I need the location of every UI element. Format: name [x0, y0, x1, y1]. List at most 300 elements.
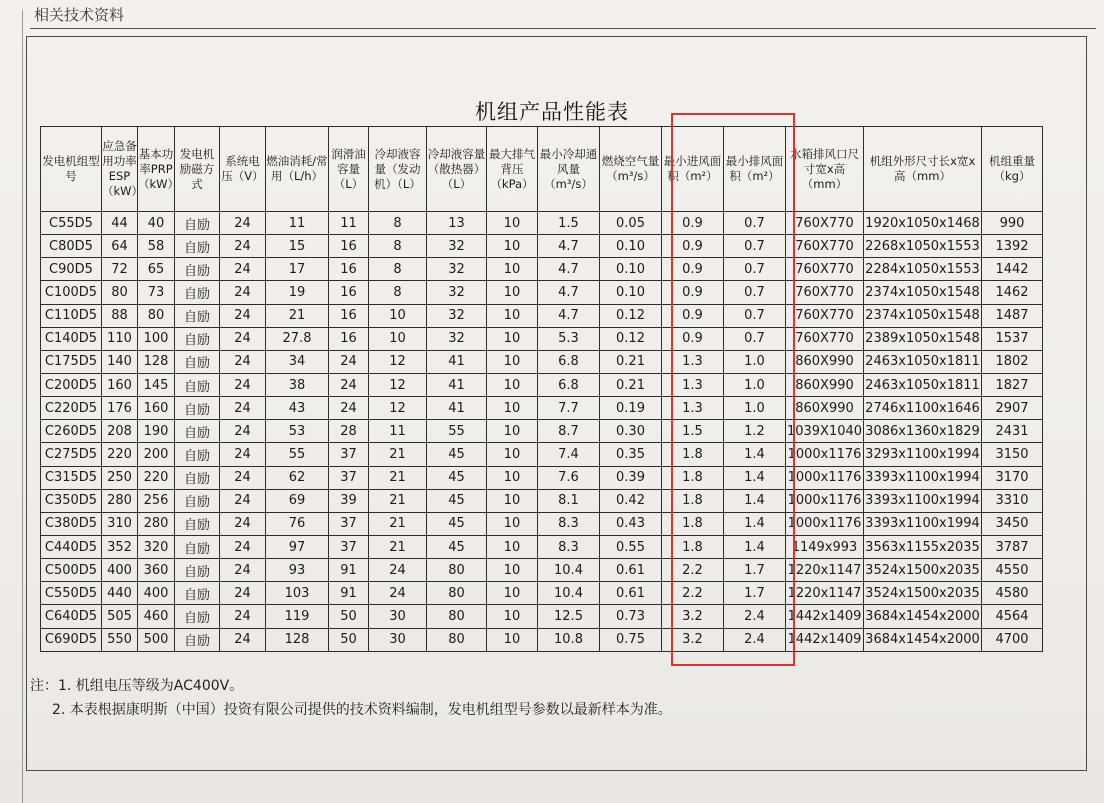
table-cell: 自励: [175, 327, 220, 350]
table-cell: 19: [266, 281, 329, 304]
table-cell: 24: [220, 489, 266, 512]
table-cell: 10: [487, 559, 538, 582]
table-cell: 40: [138, 212, 175, 235]
table-cell: 0.35: [600, 443, 662, 466]
table-cell: 7.6: [538, 466, 600, 489]
table-cell: C90D5: [41, 258, 102, 281]
table-cell: 10: [487, 443, 538, 466]
table-cell: 2431: [982, 420, 1043, 443]
table-cell: 2.4: [724, 628, 786, 651]
table-row: [41, 258, 1043, 281]
table-cell: 1220x1147: [786, 582, 864, 605]
table-row: [41, 466, 1043, 489]
table-row: [41, 628, 1043, 651]
column-header: 系统电压（V）: [220, 127, 266, 212]
table-cell: 3.2: [662, 628, 724, 651]
table-cell: 0.19: [600, 397, 662, 420]
table-cell: 0.9: [662, 304, 724, 327]
table-cell: 50: [329, 605, 369, 628]
table-row: [41, 512, 1043, 535]
table-cell: 250: [102, 466, 138, 489]
table-cell: 27.8: [266, 327, 329, 350]
table-cell: 3524x1500x2035: [864, 559, 982, 582]
binding-edge: [22, 10, 23, 803]
table-cell: 24: [220, 212, 266, 235]
table-row: [41, 535, 1043, 558]
table-cell: 3450: [982, 512, 1043, 535]
table-cell: 34: [266, 350, 329, 373]
table-cell: 0.10: [600, 258, 662, 281]
table-cell: 3563x1155x2035: [864, 535, 982, 558]
table-cell: 200: [138, 443, 175, 466]
table-cell: 860X990: [786, 373, 864, 396]
table-cell: 24: [220, 559, 266, 582]
note-2: 2. 本表根据康明斯（中国）投资有限公司提供的技术资料编制，发电机组型号参数以最新样本为准。: [52, 702, 672, 718]
table-cell: 2.2: [662, 582, 724, 605]
table-cell: 4.7: [538, 258, 600, 281]
table-cell: 1039X1040: [786, 420, 864, 443]
column-header: 发电机励磁方式: [175, 127, 220, 212]
table-row: [41, 489, 1043, 512]
table-cell: 1537: [982, 327, 1043, 350]
table-cell: 176: [102, 397, 138, 420]
table-cell: 自励: [175, 489, 220, 512]
table-cell: 1220x1147: [786, 559, 864, 582]
table-cell: 24: [220, 281, 266, 304]
column-header: 应急备用功率ESP（kW）: [102, 127, 138, 212]
table-cell: C80D5: [41, 235, 102, 258]
table-cell: 38: [266, 373, 329, 396]
table-cell: 10: [487, 327, 538, 350]
table-cell: 45: [427, 512, 487, 535]
table-cell: 550: [102, 628, 138, 651]
table-cell: 12: [369, 373, 427, 396]
table-cell: 0.61: [600, 582, 662, 605]
table-cell: 460: [138, 605, 175, 628]
table-cell: 24: [220, 397, 266, 420]
table-cell: 0.7: [724, 281, 786, 304]
table-cell: 0.39: [600, 466, 662, 489]
table-cell: 4.7: [538, 281, 600, 304]
table-cell: 55: [427, 420, 487, 443]
table-cell: 80: [427, 582, 487, 605]
table-cell: 28: [329, 420, 369, 443]
table-cell: C275D5: [41, 443, 102, 466]
table-cell: C690D5: [41, 628, 102, 651]
table-cell: 8.3: [538, 512, 600, 535]
table-cell: 32: [427, 304, 487, 327]
table-cell: 0.9: [662, 235, 724, 258]
table-cell: 自励: [175, 212, 220, 235]
table-cell: 4564: [982, 605, 1043, 628]
table-cell: 39: [329, 489, 369, 512]
table-cell: 80: [138, 304, 175, 327]
table-cell: 37: [329, 466, 369, 489]
table-cell: 6.8: [538, 350, 600, 373]
table-cell: 30: [369, 605, 427, 628]
table-cell: 1.3: [662, 373, 724, 396]
table-cell: 32: [427, 235, 487, 258]
column-header: 冷却液容量（散热器）（L）: [427, 127, 487, 212]
table-cell: 10: [487, 466, 538, 489]
table-cell: 4.7: [538, 235, 600, 258]
table-row: [41, 327, 1043, 350]
table-cell: 160: [102, 373, 138, 396]
table-cell: 1.5: [538, 212, 600, 235]
table-cell: 2907: [982, 397, 1043, 420]
table-cell: 4550: [982, 559, 1043, 582]
table-cell: 1.2: [724, 420, 786, 443]
table-cell: C200D5: [41, 373, 102, 396]
table-cell: C380D5: [41, 512, 102, 535]
table-cell: 10: [487, 489, 538, 512]
table-cell: 65: [138, 258, 175, 281]
column-header: 水箱排风口尺寸宽x高（mm）: [786, 127, 864, 212]
table-row: [41, 443, 1043, 466]
table-cell: 160: [138, 397, 175, 420]
table-cell: 自励: [175, 281, 220, 304]
table-cell: 1000x1176: [786, 489, 864, 512]
table-cell: 1.0: [724, 397, 786, 420]
table-cell: 1000x1176: [786, 443, 864, 466]
table-cell: 32: [427, 327, 487, 350]
table-cell: 10: [487, 350, 538, 373]
table-cell: C640D5: [41, 605, 102, 628]
table-cell: 10: [487, 235, 538, 258]
table-cell: 16: [329, 327, 369, 350]
table-cell: 1.7: [724, 559, 786, 582]
table-cell: C220D5: [41, 397, 102, 420]
table-cell: 自励: [175, 258, 220, 281]
table-cell: 21: [369, 466, 427, 489]
table-cell: 24: [369, 559, 427, 582]
table-cell: 3684x1454x2000: [864, 628, 982, 651]
table-cell: 0.05: [600, 212, 662, 235]
table-cell: 8: [369, 281, 427, 304]
table-cell: 41: [427, 350, 487, 373]
table-cell: 1462: [982, 281, 1043, 304]
table-cell: 15: [266, 235, 329, 258]
table-cell: 24: [220, 605, 266, 628]
table-cell: 45: [427, 466, 487, 489]
table-cell: 3393x1100x1994: [864, 489, 982, 512]
table-cell: 自励: [175, 628, 220, 651]
table-body: [41, 212, 1043, 652]
table-cell: 8: [369, 258, 427, 281]
table-cell: 2374x1050x1548: [864, 281, 982, 304]
table-cell: 0.12: [600, 327, 662, 350]
column-header: 冷却液容量（发动机）（L）: [369, 127, 427, 212]
table-cell: 24: [220, 512, 266, 535]
table-cell: 91: [329, 559, 369, 582]
table-cell: 97: [266, 535, 329, 558]
table-cell: 93: [266, 559, 329, 582]
table-cell: 1827: [982, 373, 1043, 396]
column-header: 燃烧空气量（m³/s）: [600, 127, 662, 212]
table-cell: 24: [220, 258, 266, 281]
table-cell: 10: [487, 304, 538, 327]
table-cell: 41: [427, 373, 487, 396]
table-cell: 0.73: [600, 605, 662, 628]
table-cell: 自励: [175, 559, 220, 582]
table-cell: 103: [266, 582, 329, 605]
column-header: 最小排风面积（m²）: [724, 127, 786, 212]
table-cell: 21: [369, 512, 427, 535]
header-rule: [30, 28, 1096, 29]
table-cell: 41: [427, 397, 487, 420]
table-cell: 0.55: [600, 535, 662, 558]
table-cell: 220: [138, 466, 175, 489]
table-row: [41, 350, 1043, 373]
table-cell: 2463x1050x1811: [864, 350, 982, 373]
table-cell: 10: [487, 212, 538, 235]
table-cell: 80: [427, 605, 487, 628]
table-cell: 21: [369, 535, 427, 558]
table-cell: 3393x1100x1994: [864, 466, 982, 489]
table-cell: 自励: [175, 304, 220, 327]
table-cell: 43: [266, 397, 329, 420]
table-cell: 1920x1050x1468: [864, 212, 982, 235]
table-cell: 4580: [982, 582, 1043, 605]
column-header: 机组重量（kg）: [982, 127, 1043, 212]
table-cell: 500: [138, 628, 175, 651]
table-cell: 400: [102, 559, 138, 582]
table-cell: 3086x1360x1829: [864, 420, 982, 443]
table-cell: 400: [138, 582, 175, 605]
table-cell: 12: [369, 350, 427, 373]
table-cell: 280: [102, 489, 138, 512]
table-cell: 1.8: [662, 443, 724, 466]
table-cell: 17: [266, 258, 329, 281]
table-cell: 72: [102, 258, 138, 281]
section-header: 相关技术资料: [34, 6, 125, 24]
table-cell: 1000x1176: [786, 466, 864, 489]
table-cell: 280: [138, 512, 175, 535]
table-cell: 1442x1409: [786, 628, 864, 651]
table-cell: 1000x1176: [786, 512, 864, 535]
table-cell: 1.4: [724, 535, 786, 558]
table-cell: 1.4: [724, 489, 786, 512]
table-cell: 128: [266, 628, 329, 651]
table-cell: 100: [138, 327, 175, 350]
table-cell: 0.12: [600, 304, 662, 327]
table-cell: 8: [369, 212, 427, 235]
table-cell: 760X770: [786, 235, 864, 258]
table-cell: 24: [329, 373, 369, 396]
table-cell: 10.4: [538, 559, 600, 582]
table-cell: 37: [329, 512, 369, 535]
table-cell: 1.5: [662, 420, 724, 443]
table-cell: 990: [982, 212, 1043, 235]
table-cell: 1392: [982, 235, 1043, 258]
table-cell: 1.8: [662, 512, 724, 535]
table-cell: 91: [329, 582, 369, 605]
table-cell: 440: [102, 582, 138, 605]
table-cell: 0.42: [600, 489, 662, 512]
table-cell: C110D5: [41, 304, 102, 327]
table-cell: 0.7: [724, 235, 786, 258]
table-cell: 10: [487, 281, 538, 304]
table-cell: 1.3: [662, 350, 724, 373]
table-cell: 10: [487, 258, 538, 281]
table-cell: 16: [329, 235, 369, 258]
table-cell: 0.10: [600, 281, 662, 304]
table-cell: 2268x1050x1553: [864, 235, 982, 258]
table-cell: 256: [138, 489, 175, 512]
table-cell: 0.7: [724, 258, 786, 281]
table-cell: 760X770: [786, 304, 864, 327]
table-cell: 45: [427, 443, 487, 466]
table-cell: 24: [369, 582, 427, 605]
column-header: 基本功率PRP（kW）: [138, 127, 175, 212]
table-cell: 10: [487, 628, 538, 651]
table-cell: 24: [220, 235, 266, 258]
table-cell: 7.4: [538, 443, 600, 466]
table-cell: 860X990: [786, 397, 864, 420]
table-cell: C175D5: [41, 350, 102, 373]
column-header: 润滑油容量（L）: [329, 127, 369, 212]
table-cell: 1.8: [662, 466, 724, 489]
table-cell: 自励: [175, 420, 220, 443]
table-cell: 0.9: [662, 212, 724, 235]
table-cell: 44: [102, 212, 138, 235]
table-cell: C260D5: [41, 420, 102, 443]
table-cell: 24: [220, 304, 266, 327]
table-row: [41, 304, 1043, 327]
table-row: [41, 281, 1043, 304]
table-cell: 50: [329, 628, 369, 651]
table-cell: 2.2: [662, 559, 724, 582]
table-cell: 1.4: [724, 443, 786, 466]
table-cell: 自励: [175, 466, 220, 489]
table-cell: 自励: [175, 512, 220, 535]
table-cell: 0.21: [600, 350, 662, 373]
table-cell: 10: [487, 582, 538, 605]
table-cell: 自励: [175, 235, 220, 258]
table-cell: 24: [220, 466, 266, 489]
table-cell: 1.8: [662, 535, 724, 558]
table-cell: 0.7: [724, 304, 786, 327]
table-cell: 0.9: [662, 258, 724, 281]
table-cell: 8.3: [538, 535, 600, 558]
table-cell: C100D5: [41, 281, 102, 304]
table-cell: 3293x1100x1994: [864, 443, 982, 466]
table-cell: C55D5: [41, 212, 102, 235]
table-cell: 37: [329, 443, 369, 466]
table-cell: 10: [487, 605, 538, 628]
table-cell: 10: [487, 512, 538, 535]
table-cell: C315D5: [41, 466, 102, 489]
table-cell: 6.8: [538, 373, 600, 396]
table-cell: 24: [220, 350, 266, 373]
table-cell: 119: [266, 605, 329, 628]
table-cell: 1802: [982, 350, 1043, 373]
table-cell: 24: [220, 535, 266, 558]
table-cell: 53: [266, 420, 329, 443]
table-row: [41, 397, 1043, 420]
table-cell: 0.7: [724, 212, 786, 235]
table-cell: 自励: [175, 397, 220, 420]
table-cell: 3170: [982, 466, 1043, 489]
table-cell: 3524x1500x2035: [864, 582, 982, 605]
table-cell: 1442: [982, 258, 1043, 281]
table-cell: 0.75: [600, 628, 662, 651]
table-cell: 10.8: [538, 628, 600, 651]
table-cell: 32: [427, 281, 487, 304]
table-title: 机组产品性能表: [475, 100, 629, 124]
table-cell: 860X990: [786, 350, 864, 373]
table-cell: 1.8: [662, 489, 724, 512]
table-cell: 80: [427, 559, 487, 582]
table-cell: 自励: [175, 582, 220, 605]
table-cell: 2284x1050x1553: [864, 258, 982, 281]
table-cell: 3787: [982, 535, 1043, 558]
table-cell: 24: [329, 397, 369, 420]
table-cell: 0.61: [600, 559, 662, 582]
table-cell: 10: [487, 373, 538, 396]
table-cell: 73: [138, 281, 175, 304]
table-cell: 760X770: [786, 212, 864, 235]
table-cell: 8.1: [538, 489, 600, 512]
table-cell: 352: [102, 535, 138, 558]
table-cell: 1.3: [662, 397, 724, 420]
table-row: [41, 373, 1043, 396]
table-cell: 360: [138, 559, 175, 582]
table-cell: 1149x993: [786, 535, 864, 558]
table-cell: 4700: [982, 628, 1043, 651]
table-cell: 69: [266, 489, 329, 512]
table-cell: 24: [220, 582, 266, 605]
table-cell: 3150: [982, 443, 1043, 466]
table-cell: 64: [102, 235, 138, 258]
table-cell: 208: [102, 420, 138, 443]
table-cell: 45: [427, 535, 487, 558]
table-cell: 21: [266, 304, 329, 327]
table-cell: 760X770: [786, 281, 864, 304]
column-header: 燃油消耗/常用（L/h）: [266, 127, 329, 212]
table-cell: 3.2: [662, 605, 724, 628]
table-cell: 21: [369, 443, 427, 466]
table-cell: 220: [102, 443, 138, 466]
table-cell: 0.9: [662, 281, 724, 304]
table-cell: 2374x1050x1548: [864, 304, 982, 327]
table-notes: [30, 674, 672, 722]
table-cell: 10: [369, 304, 427, 327]
table-cell: 10: [487, 397, 538, 420]
column-header: 发电机组型号: [41, 127, 102, 212]
table-cell: 24: [329, 350, 369, 373]
table-cell: 11: [369, 420, 427, 443]
table-cell: 30: [369, 628, 427, 651]
table-cell: 140: [102, 350, 138, 373]
table-cell: 8: [369, 235, 427, 258]
table-cell: 58: [138, 235, 175, 258]
table-cell: 4.7: [538, 304, 600, 327]
table-cell: 1.4: [724, 512, 786, 535]
table-cell: 1.0: [724, 373, 786, 396]
table-cell: 80: [102, 281, 138, 304]
table-cell: 32: [427, 258, 487, 281]
table-cell: 自励: [175, 535, 220, 558]
table-cell: 10: [487, 420, 538, 443]
table-cell: 145: [138, 373, 175, 396]
table-cell: C140D5: [41, 327, 102, 350]
table-cell: 自励: [175, 373, 220, 396]
table-cell: 2.4: [724, 605, 786, 628]
table-cell: 2746x1100x1646: [864, 397, 982, 420]
column-header: 机组外形尺寸长x宽x高（mm）: [864, 127, 982, 212]
table-cell: 310: [102, 512, 138, 535]
